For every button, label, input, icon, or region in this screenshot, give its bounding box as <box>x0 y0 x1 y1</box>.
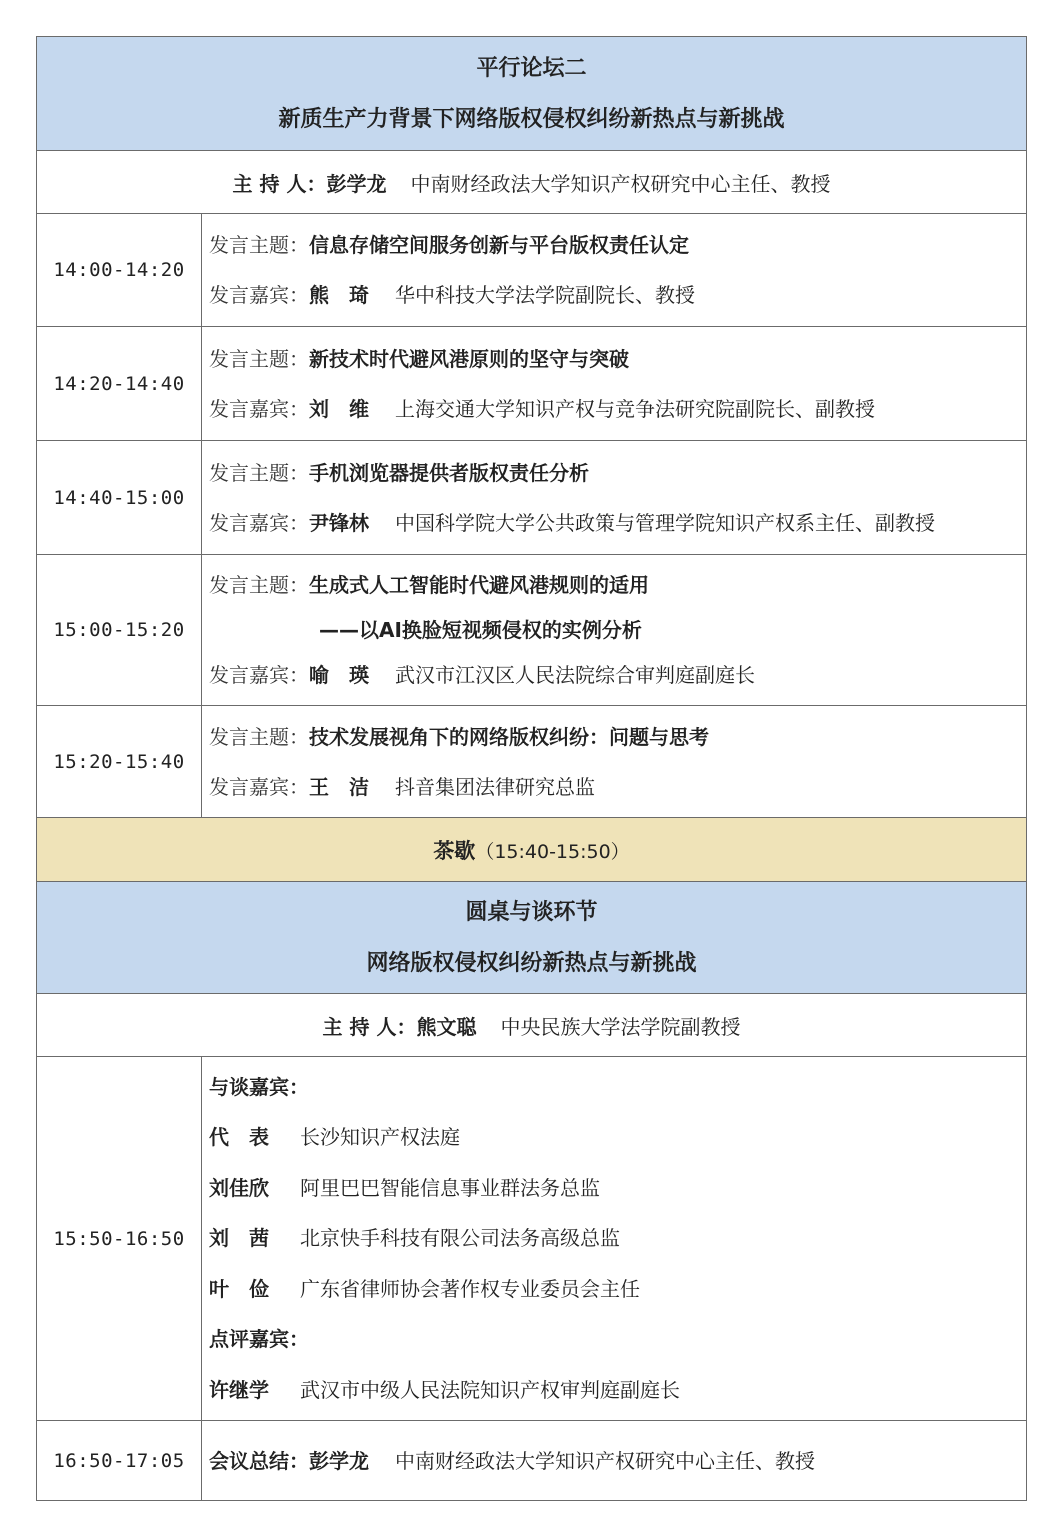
host-label: 主 持 人： <box>322 1014 417 1039</box>
panel-label: 与谈嘉宾： <box>209 1074 309 1099</box>
panelist-org: 北京快手科技有限公司法务高级总监 <box>300 1226 620 1251</box>
closing-title: 中南财经政法大学知识产权研究中心主任、教授 <box>395 1448 815 1473</box>
session-row <box>37 706 1027 818</box>
reviewer-label: 点评嘉宾： <box>209 1327 309 1352</box>
break-label: 茶歇 <box>433 838 476 863</box>
speaker-affiliation: 上海交通大学知识产权与竞争法研究院副院长、副教授 <box>395 396 875 421</box>
session-content <box>202 214 1027 327</box>
speaker-name: 熊 琦 <box>309 283 369 307</box>
host-label: 主 持 人： <box>232 171 327 196</box>
break-row <box>37 818 1027 882</box>
forum-header <box>37 37 1027 151</box>
closing-time: 16:50-17:05 <box>37 1421 202 1501</box>
speaker-label: 发言嘉宾： <box>209 396 309 421</box>
roundtable-panel <box>202 1057 1027 1421</box>
session-time: 14:00-14:20 <box>37 214 202 327</box>
session-topic-sub: ——以AI换脸短视频侵权的实例分析 <box>319 617 642 642</box>
reviewer-org: 武汉市中级人民法院知识产权审判庭副庭长 <box>300 1377 680 1402</box>
panelist-name: 叶 俭 <box>209 1276 269 1301</box>
roundtable-title: 圆桌与谈环节 <box>465 899 598 925</box>
session-topic: 手机浏览器提供者版权责任分析 <box>309 460 589 485</box>
forum-subtitle: 新质生产力背景下网络版权侵权纠纷新热点与新挑战 <box>278 106 785 132</box>
session-topic: 信息存储空间服务创新与平台版权责任认定 <box>309 233 689 257</box>
speaker-name: 喻 瑛 <box>309 662 369 687</box>
session-row <box>37 214 1027 327</box>
forum-host-row <box>37 151 1027 214</box>
agenda-sheet <box>36 36 1026 1501</box>
roundtable-header <box>37 882 1027 994</box>
roundtable-header-row <box>37 882 1027 994</box>
session-time: 15:20-15:40 <box>37 706 202 818</box>
session-topic: 新技术时代避风港原则的坚守与突破 <box>309 346 629 371</box>
forum-host <box>37 151 1027 214</box>
host-title: 中央民族大学法学院副教授 <box>500 1014 741 1039</box>
session-content <box>202 706 1027 818</box>
session-row <box>37 327 1027 441</box>
panelist-org: 广东省律师协会著作权专业委员会主任 <box>300 1276 640 1301</box>
host-name: 熊文聪 <box>416 1014 477 1039</box>
session-row <box>37 441 1027 555</box>
speaker-label: 发言嘉宾： <box>209 662 309 687</box>
roundtable-subtitle: 网络版权侵权纠纷新热点与新挑战 <box>366 950 697 976</box>
host-name: 彭学龙 <box>326 171 387 196</box>
speaker-affiliation: 武汉市江汉区人民法院综合审判庭副庭长 <box>395 662 755 687</box>
forum-header-row <box>37 37 1027 151</box>
closing-name: 彭学龙 <box>309 1448 369 1473</box>
reviewer-name: 许继学 <box>209 1377 269 1402</box>
topic-label: 发言主题： <box>209 233 309 257</box>
panelist-name: 代 表 <box>209 1125 269 1150</box>
session-content <box>202 327 1027 441</box>
host-title: 中南财经政法大学知识产权研究中心主任、教授 <box>410 171 831 196</box>
session-content <box>202 441 1027 555</box>
speaker-affiliation: 抖音集团法律研究总监 <box>395 774 595 799</box>
session-topic: 生成式人工智能时代避风港规则的适用 <box>309 572 649 597</box>
tea-break <box>37 818 1027 882</box>
speaker-label: 发言嘉宾： <box>209 283 309 307</box>
session-topic: 技术发展视角下的网络版权纠纷：问题与思考 <box>309 724 709 749</box>
forum-title: 平行论坛二 <box>476 55 587 81</box>
closing-content <box>202 1421 1027 1501</box>
roundtable-host <box>37 994 1027 1057</box>
session-time: 14:20-14:40 <box>37 327 202 441</box>
speaker-label: 发言嘉宾： <box>209 774 309 799</box>
panelist-name: 刘 茜 <box>209 1226 269 1251</box>
speaker-name: 尹锋林 <box>309 510 369 535</box>
roundtable-panel-row <box>37 1057 1027 1421</box>
topic-label: 发言主题： <box>209 460 309 485</box>
topic-label: 发言主题： <box>209 724 309 749</box>
topic-label: 发言主题： <box>209 572 309 597</box>
speaker-affiliation: 华中科技大学法学院副院长、教授 <box>395 283 695 307</box>
speaker-name: 刘 维 <box>309 396 369 421</box>
speaker-label: 发言嘉宾： <box>209 510 309 535</box>
speaker-affiliation: 中国科学院大学公共政策与管理学院知识产权系主任、副教授 <box>395 510 935 535</box>
agenda-table <box>36 36 1027 1501</box>
panelist-org: 长沙知识产权法庭 <box>300 1125 460 1150</box>
closing-label: 会议总结： <box>209 1448 309 1473</box>
panelist-name: 刘佳欣 <box>209 1175 269 1200</box>
session-content <box>202 555 1027 706</box>
closing-row <box>37 1421 1027 1501</box>
roundtable-host-row <box>37 994 1027 1057</box>
panelist-org: 阿里巴巴智能信息事业群法务总监 <box>300 1175 600 1200</box>
roundtable-time: 15:50-16:50 <box>37 1057 202 1421</box>
session-time: 15:00-15:20 <box>37 555 202 706</box>
break-time: （15:40-15:50） <box>475 840 630 863</box>
speaker-name: 王 洁 <box>309 774 369 799</box>
topic-label: 发言主题： <box>209 346 309 371</box>
session-row <box>37 555 1027 706</box>
session-time: 14:40-15:00 <box>37 441 202 555</box>
